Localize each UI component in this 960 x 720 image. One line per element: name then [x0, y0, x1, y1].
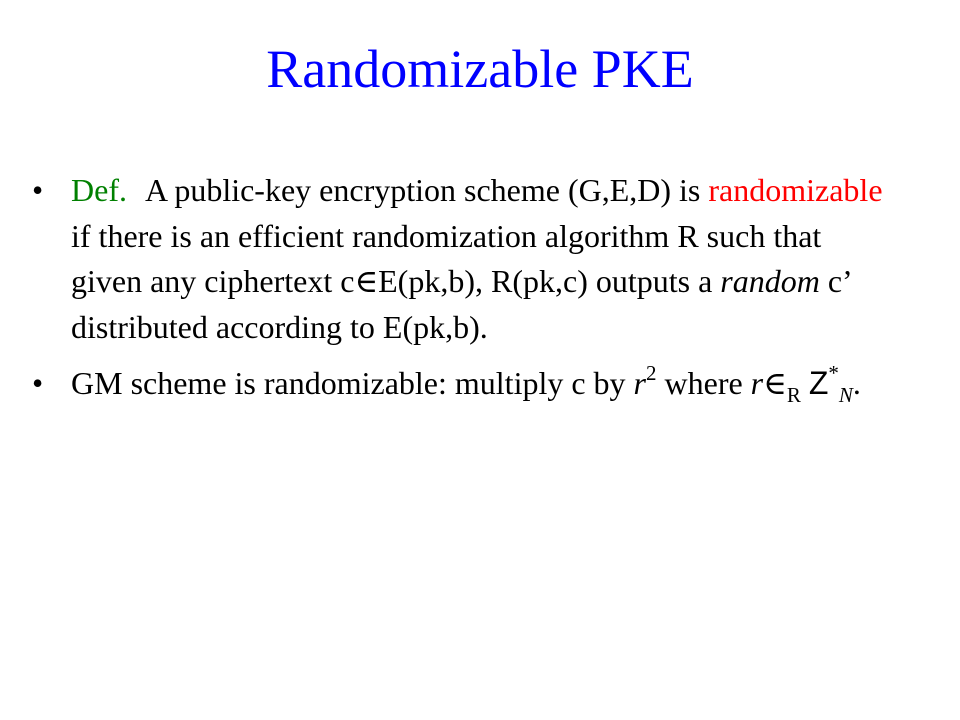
definition-emphasis: random — [720, 263, 820, 299]
bullet-list — [32, 168, 892, 422]
bullet-dot: • — [32, 172, 44, 208]
group-star: * — [828, 361, 839, 385]
example-text-1: GM scheme is randomizable: multiply c by — [71, 365, 626, 401]
variable-r-2: r — [750, 365, 764, 401]
bullet-dot: • — [32, 365, 44, 401]
group-modulus-n: N — [838, 383, 853, 407]
definition-text-2: if there is an efficient randomization algorithm R such that given any ciphertext c — [71, 217, 822, 299]
definition-bullet — [32, 168, 892, 350]
example-text-2: where — [664, 365, 743, 401]
element-of-symbol: ∈ — [354, 263, 379, 299]
slide-title: Randomizable PKE — [266, 39, 694, 99]
definition-text-1: A public-key encryption scheme (G,E,D) is — [144, 172, 701, 208]
example-bullet — [32, 361, 892, 411]
element-of-symbol-2: ∈ — [763, 365, 787, 401]
definition-term: randomizable — [708, 172, 883, 208]
definition-text-3: E(pk,b), R(pk,c) outputs a — [378, 263, 713, 299]
variable-r: r — [633, 365, 646, 401]
exponent: 2 — [646, 361, 657, 385]
definition-label: Def. — [71, 172, 127, 208]
example-period: . — [852, 365, 861, 401]
random-subscript: R — [786, 383, 801, 407]
definition-text-4: c’ distributed according to E(pk,b). — [71, 263, 851, 345]
group-z: Z — [808, 365, 829, 401]
